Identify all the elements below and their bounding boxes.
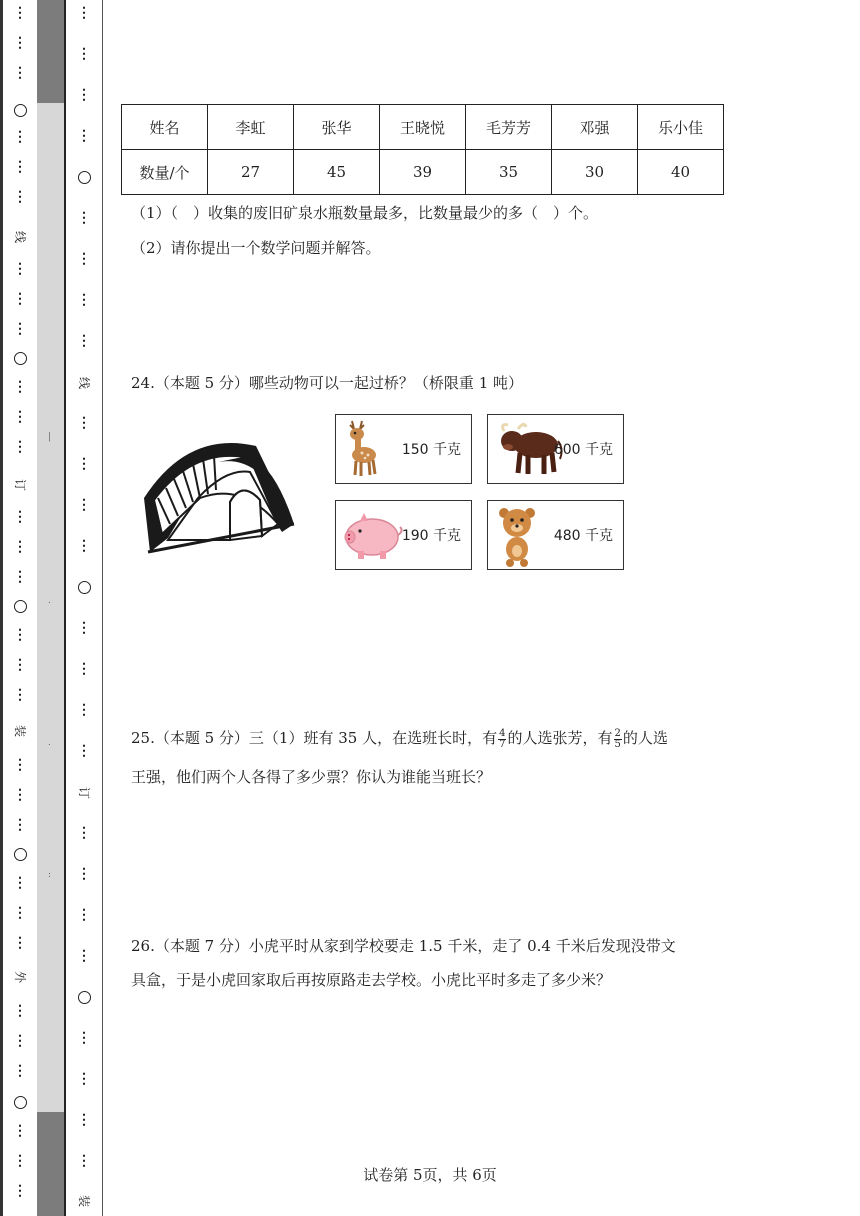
dots: ⋮ xyxy=(77,702,91,718)
binding-label-xian: 线 xyxy=(12,230,27,244)
dots: ⋮ xyxy=(77,497,91,513)
animal-card-bear xyxy=(487,500,624,570)
circle-mark xyxy=(3,352,37,368)
table-cell: 45 xyxy=(294,150,380,195)
bridge-illustration xyxy=(138,428,308,554)
dots: ⋮ xyxy=(13,1003,27,1019)
dots: ⋮ xyxy=(77,333,91,349)
table-cell: 39 xyxy=(380,150,466,195)
animal-card-ox xyxy=(487,414,624,484)
dots: ⋮ xyxy=(77,1112,91,1128)
dots: ⋮ xyxy=(13,5,27,21)
table-cell: 邓强 xyxy=(552,105,638,150)
dots: ⋮ xyxy=(13,687,27,703)
table-cell: 40 xyxy=(638,150,724,195)
dots: ⋮ xyxy=(13,129,27,145)
bear-icon xyxy=(494,505,544,569)
dots: ⋮ xyxy=(13,379,27,395)
dots: ⋮ xyxy=(77,538,91,554)
dots: ⋮ xyxy=(13,757,27,773)
table-row xyxy=(122,150,724,195)
dots: ⋮ xyxy=(13,1063,27,1079)
dots: ⋮ xyxy=(13,569,27,585)
circle-mark xyxy=(66,581,102,597)
dots: ⋮ xyxy=(13,321,27,337)
table-cell: 姓名 xyxy=(122,105,208,150)
dots: ⋮ xyxy=(77,415,91,431)
circle-mark xyxy=(3,848,37,864)
dots: ⋮ xyxy=(77,620,91,636)
animal-card-deer xyxy=(335,414,472,484)
fraction-4-7: $\frac{4}{7}$ xyxy=(499,727,506,750)
dots: ⋮ xyxy=(77,210,91,226)
animal-weight: 190 千克 xyxy=(401,528,461,544)
dots: ⋮ xyxy=(13,657,27,673)
binding-label-zhuang: 装 xyxy=(76,1194,91,1208)
animal-weight: 600 千克 xyxy=(553,442,613,458)
animal-card-pig xyxy=(335,500,472,570)
outer-binding-column xyxy=(3,0,37,1216)
dots: ⋮ xyxy=(13,817,27,833)
dots: ⋮ xyxy=(77,866,91,882)
dots: ⋮ xyxy=(13,935,27,951)
table-cell: 乐小佳 xyxy=(638,105,724,150)
binding-label-ding: 订 xyxy=(12,478,27,492)
animal-weight: 150 千克 xyxy=(401,442,461,458)
table-cell: 数量/个 xyxy=(122,150,208,195)
q26-line2: 具盒，于是小虎回家取后再按原路走去学校。小虎比平时多走了多少米？ xyxy=(131,971,612,989)
binding-label-zhuang: 装 xyxy=(12,724,27,738)
dots: ⋮ xyxy=(77,456,91,472)
dots: ⋮ xyxy=(13,35,27,51)
dots: ⋮ xyxy=(77,1153,91,1169)
dots: ⋮ xyxy=(13,905,27,921)
circle-mark xyxy=(3,104,37,120)
dots: ⋮ xyxy=(77,87,91,103)
dots: ⋮ xyxy=(13,65,27,81)
q24-text: 24.（本题 5 分）哪些动物可以一起过桥？（桥限重 1 吨） xyxy=(131,374,524,392)
dots: ⋮ xyxy=(77,661,91,677)
dots: ⋮ xyxy=(13,509,27,525)
dots: ⋮ xyxy=(77,251,91,267)
dots: ⋮ xyxy=(13,875,27,891)
binding-border-line xyxy=(102,0,103,1216)
dots: ⋮ xyxy=(77,5,91,21)
table-cell: 李虹 xyxy=(208,105,294,150)
dots: ⋮ xyxy=(13,627,27,643)
dots: ⋮ xyxy=(13,1033,27,1049)
dots: ⋮ xyxy=(77,46,91,62)
circle-mark xyxy=(3,1096,37,1112)
q25-line1: 25.（本题 5 分）三（1）班有 35 人，在选班长时，有 $\frac{4}{7}$ 的人选张芳，有 $\frac{2}{5}$ 的人选 xyxy=(131,727,668,750)
dots: ⋮ xyxy=(13,1123,27,1139)
table-cell: 27 xyxy=(208,150,294,195)
q23-part1: （1）（ ）收集的废旧矿泉水瓶数量最多，比数量最少的多（ ）个。 xyxy=(131,204,599,222)
bottles-table xyxy=(121,104,724,195)
dots: ⋮ xyxy=(13,291,27,307)
table-cell: 张华 xyxy=(294,105,380,150)
dots: ⋮ xyxy=(13,787,27,803)
deer-icon xyxy=(342,419,382,479)
dots: ⋮ xyxy=(13,409,27,425)
dots: ⋮ xyxy=(77,1071,91,1087)
inner-binding-column xyxy=(66,0,102,1216)
dots: ⋮ xyxy=(77,128,91,144)
table-cell: 30 xyxy=(552,150,638,195)
dots: ⋮ xyxy=(77,825,91,841)
dots: ⋮ xyxy=(77,948,91,964)
pig-icon xyxy=(342,505,404,565)
q26-line1: 26.（本题 7 分）小虎平时从家到学校要走 1.5 千米，走了 0.4 千米后发现没带文 xyxy=(131,937,676,955)
q25-line2: 王强，他们两个人各得了多少票？你认为谁能当班长？ xyxy=(131,768,492,786)
table-cell: 毛芳芳 xyxy=(466,105,552,150)
table-header-row xyxy=(122,105,724,150)
binding-label-ding: 订 xyxy=(76,786,91,800)
dots: ⋮ xyxy=(77,292,91,308)
dots: ⋮ xyxy=(77,1030,91,1046)
dots: ⋮ xyxy=(77,907,91,923)
dots: ⋮ xyxy=(13,189,27,205)
circle-mark xyxy=(66,991,102,1007)
dots: ⋮ xyxy=(13,1183,27,1199)
animal-weight: 480 千克 xyxy=(553,528,613,544)
table-cell: 王晓悦 xyxy=(380,105,466,150)
circle-mark xyxy=(3,600,37,616)
dots: ⋮ xyxy=(13,439,27,455)
page-footer: 试卷第 5页，共 6页 xyxy=(363,1166,497,1184)
binding-gray-strip: | . . : xyxy=(37,0,64,1216)
dots: ⋮ xyxy=(77,743,91,759)
dots: ⋮ xyxy=(13,261,27,277)
dots: ⋮ xyxy=(13,539,27,555)
dots: ⋮ xyxy=(13,159,27,175)
binding-label-wai: 外 xyxy=(12,970,27,984)
table-cell: 35 xyxy=(466,150,552,195)
circle-mark xyxy=(66,171,102,187)
q23-part2: （2）请你提出一个数学问题并解答。 xyxy=(131,239,381,257)
dots: ⋮ xyxy=(13,1153,27,1169)
fraction-2-5: $\frac{2}{5}$ xyxy=(614,727,621,750)
binding-label-xian: 线 xyxy=(76,376,91,390)
